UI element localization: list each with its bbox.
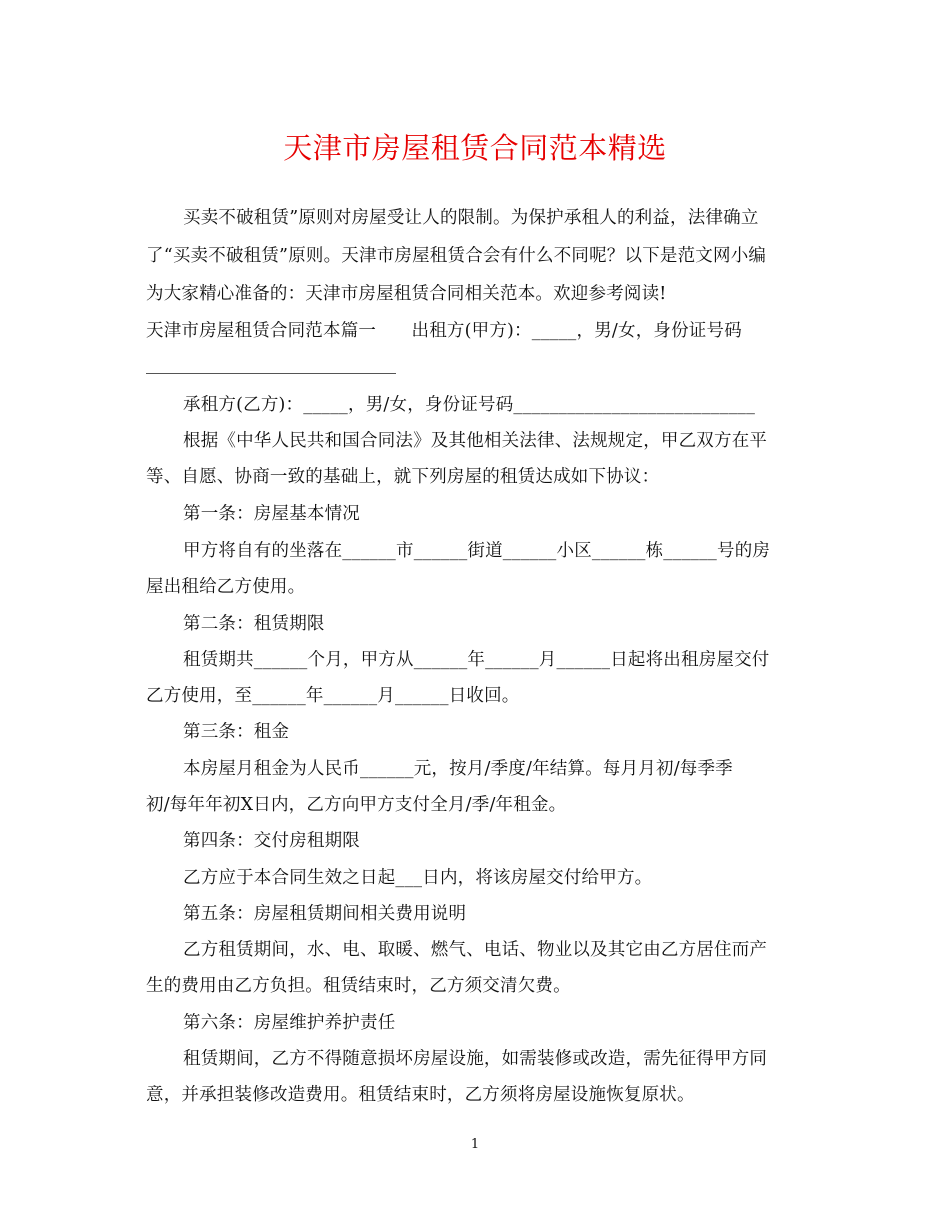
body-line: 乙方应于本合同生效之日起___日内，将该房屋交付给甲方。	[183, 868, 653, 888]
section-heading: 第五条：房屋租赁期间相关费用说明	[183, 904, 467, 924]
document-title: 天津市房屋租赁合同范本精选	[283, 131, 667, 165]
body-line: 买卖不破租赁”原则对房屋受让人的限制。为保护承租人的利益，法律确立	[183, 208, 759, 228]
body-line: 屋出租给乙方使用。	[146, 577, 306, 597]
body-line: 甲方将自有的坐落在______市______街道______小区______栋______号的房	[183, 541, 771, 561]
section-heading: 第六条：房屋维护养护责任	[183, 1013, 396, 1033]
body-line: 乙方使用，至______年______月______日收回。	[146, 686, 520, 706]
body-line: 等、自愿、协商一致的基础上，就下列房屋的租赁达成如下协议：	[146, 467, 660, 487]
section-heading: 第二条：租赁期限	[183, 614, 325, 634]
body-line: 本房屋月租金为人民币______元，按月/季度/年结算。每月月初/每季季	[183, 759, 733, 779]
body-line: 意，并承担装修改造费用。租赁结束时，乙方须将房屋设施恢复原状。	[146, 1085, 695, 1105]
body-line: 天津市房屋租赁合同范本篇一 出租方(甲方)：_____，男/女，身份证号码	[146, 321, 742, 341]
section-heading: 第一条：房屋基本情况	[183, 504, 360, 524]
id-number-blank-line	[146, 373, 396, 374]
body-line: 租赁期间，乙方不得随意损坏房屋设施，如需装修或改造，需先征得甲方同	[183, 1049, 768, 1069]
body-line: 承租方(乙方)：_____，男/女，身份证号码___________________________	[183, 395, 756, 415]
body-line: 初/每年年初X日内，乙方向甲方支付全月/季/年租金。	[146, 795, 567, 815]
section-heading: 第三条：租金	[183, 722, 290, 742]
body-line: 根据《中华人民共和国合同法》及其他相关法律、法规规定，甲乙双方在平	[183, 431, 768, 451]
body-line: 乙方租赁期间，水、电、取暖、燃气、电话、物业以及其它由乙方居住而产	[183, 940, 768, 960]
body-line: 了“买卖不破租赁”原则。天津市房屋租赁合会有什么不同呢？以下是范文网小编	[146, 246, 767, 266]
page-number: 1	[470, 1137, 480, 1152]
body-line: 生的费用由乙方负担。租赁结束时，乙方须交清欠费。	[146, 976, 571, 996]
body-line: 为大家精心准备的：天津市房屋租赁合同相关范本。欢迎参考阅读!	[146, 284, 667, 304]
section-heading: 第四条：交付房租期限	[183, 831, 360, 851]
body-line: 租赁期共______个月，甲方从______年______月______日起将出租房屋交付	[183, 650, 770, 670]
